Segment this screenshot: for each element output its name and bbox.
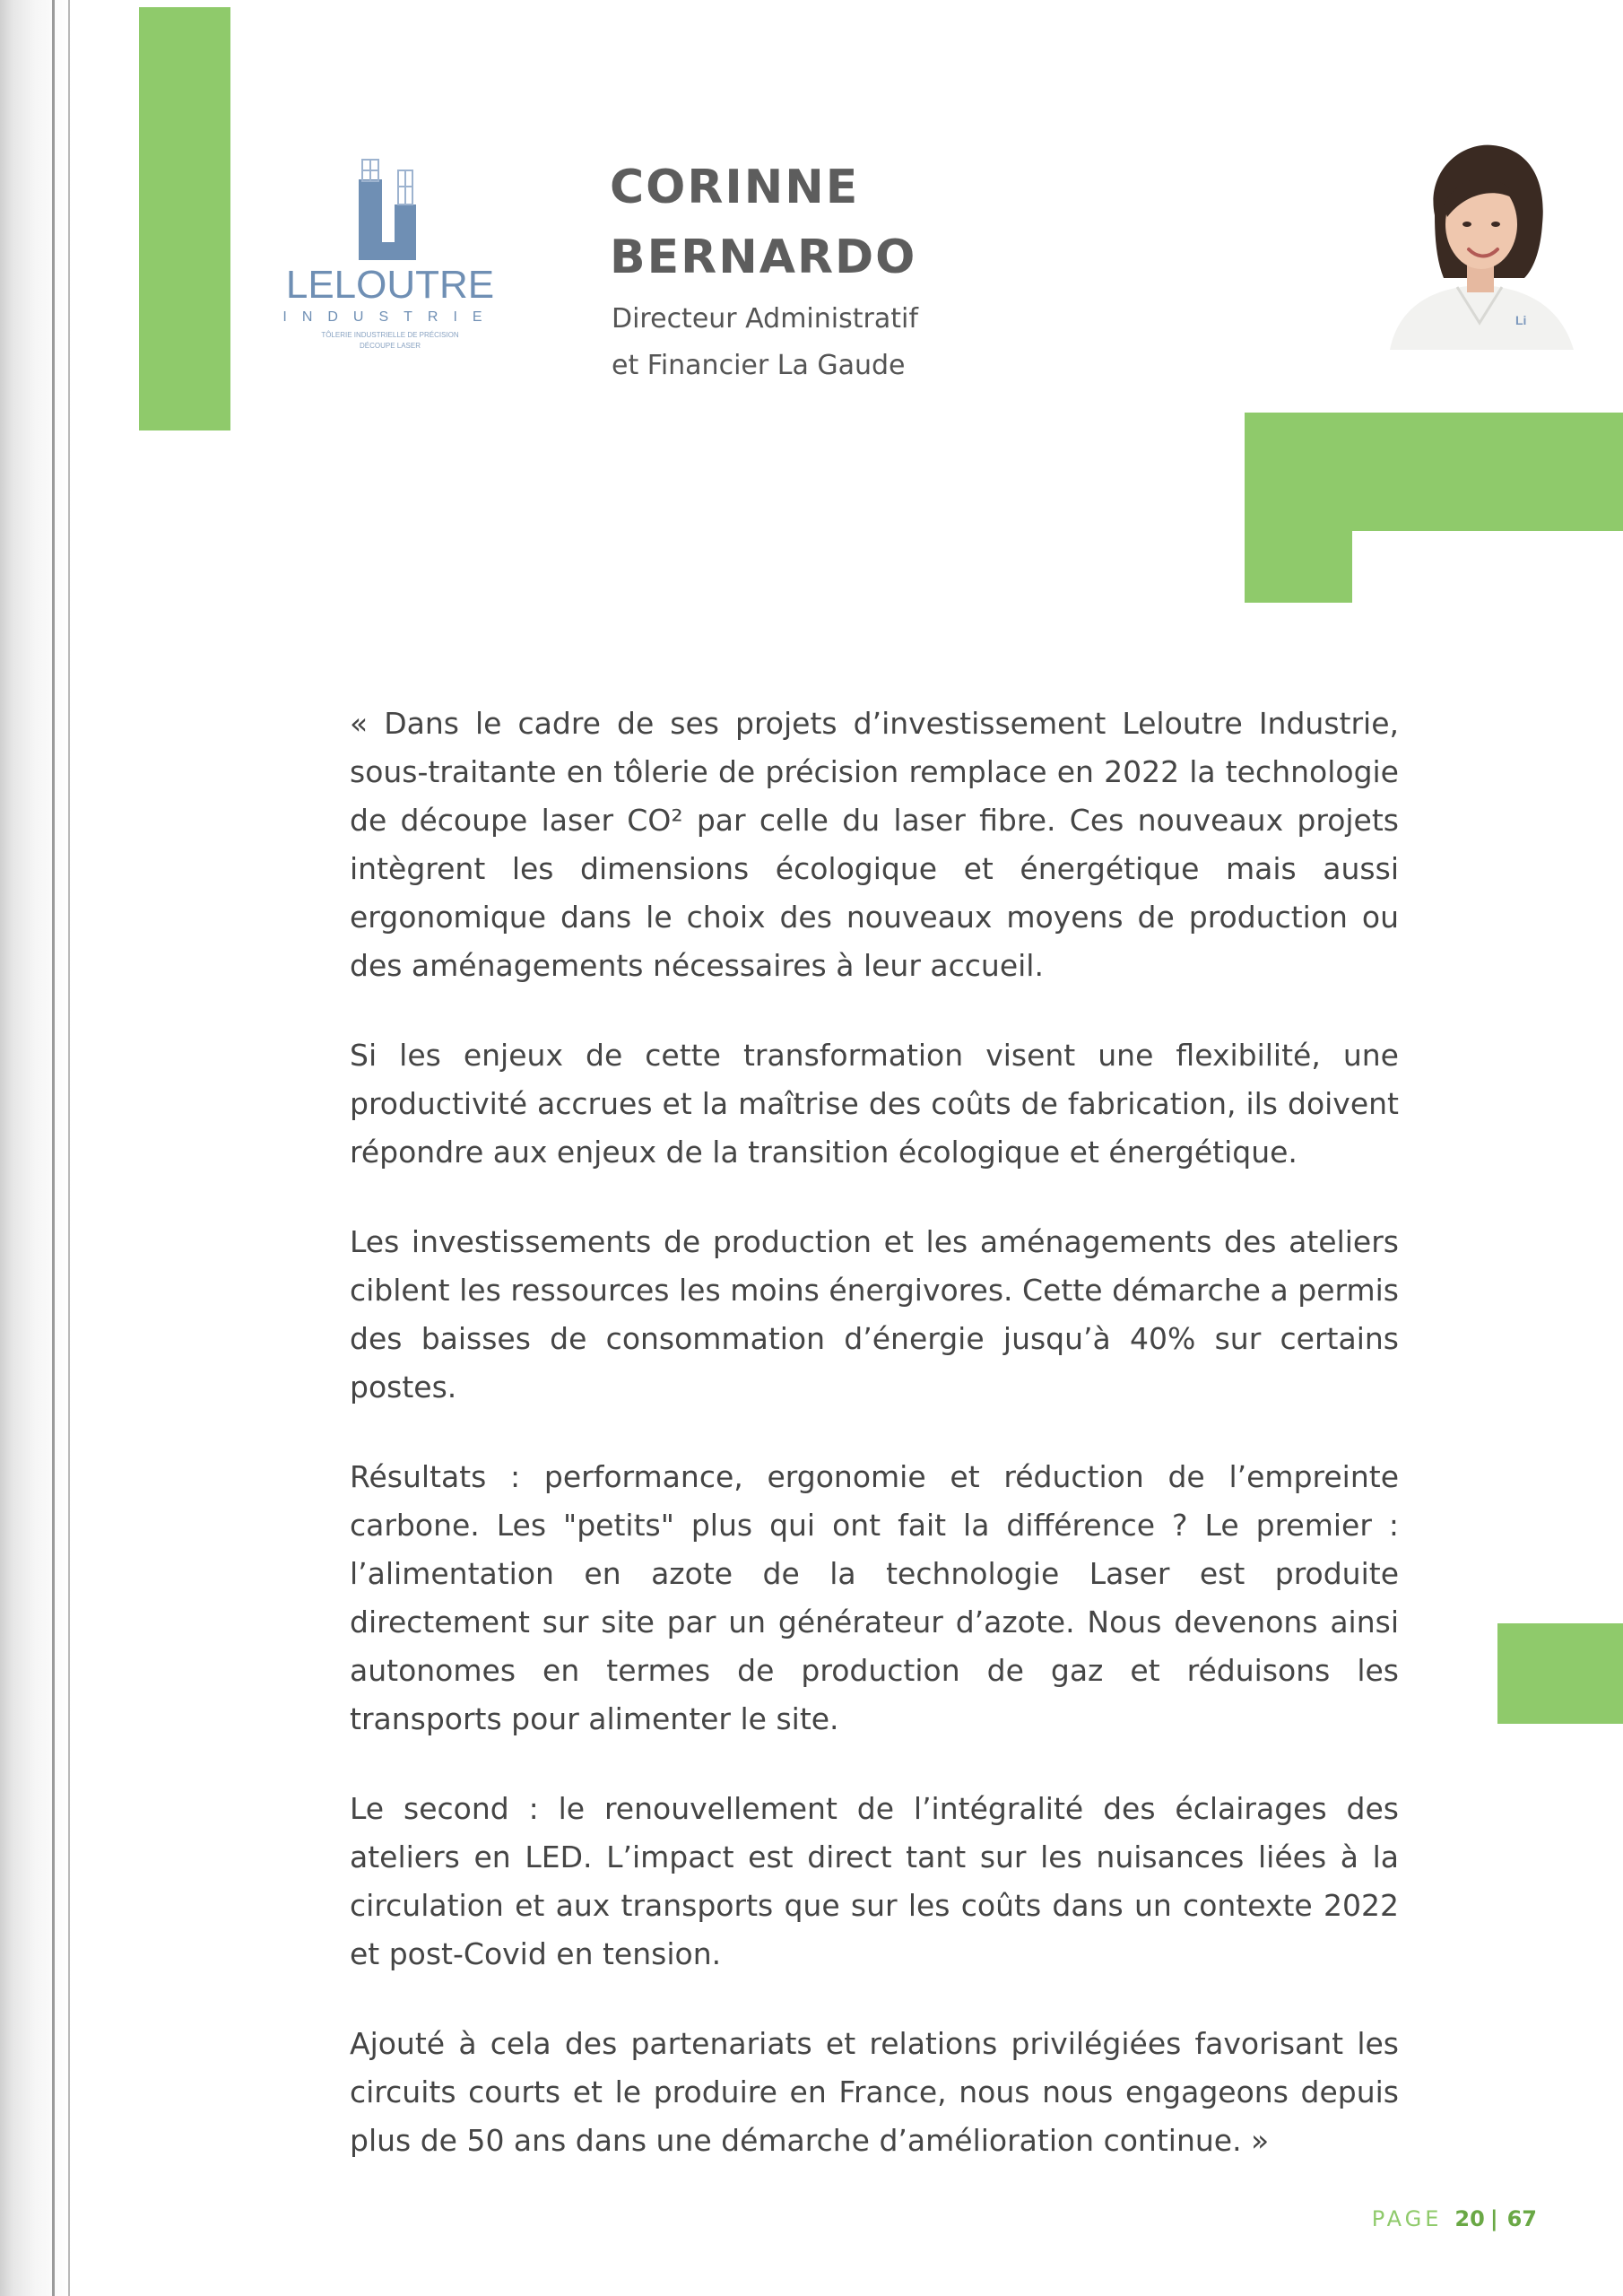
quote-paragraph-5: Le second : le renouvellement de l’intégralité des éclairages des ateliers en LED. L’impact est direct tant sur les nuisances liées à la circulation et aux transports que sur les coûts dans un contexte 2022 et post-Covid en tension. bbox=[350, 1791, 1399, 1971]
green-accent-block-stem bbox=[1245, 531, 1352, 603]
svg-text:Li: Li bbox=[1515, 313, 1527, 327]
green-accent-block-top-right bbox=[1245, 413, 1623, 531]
leloutre-logo bbox=[269, 135, 511, 368]
logo-tagline-1: TÔLERIE INDUSTRIELLE DE PRÉCISION bbox=[321, 331, 459, 339]
person-role-line-2: et Financier La Gaude bbox=[612, 350, 906, 381]
green-accent-block-mid-right bbox=[1497, 1623, 1623, 1724]
person-role-line-1: Directeur Administratif bbox=[612, 303, 918, 335]
gutter-line-secondary bbox=[68, 0, 70, 2296]
page-word: PAGE bbox=[1371, 2206, 1443, 2231]
person-last-name: BERNARDO bbox=[610, 230, 917, 284]
person-first-name: CORINNE bbox=[610, 161, 860, 214]
quote-paragraph-6: Ajouté à cela des partenariats et relations privilégiées favorisant les circuits courts et le produire en France, nous nous engageons depuis plus de 50 ans dans une démarche d’amélioration continue. » bbox=[350, 2026, 1399, 2158]
logo-tagline-2: DÉCOUPE LASER bbox=[359, 342, 421, 350]
logo-subtitle: INDUSTRIE bbox=[282, 309, 498, 325]
portrait-icon bbox=[1372, 135, 1587, 350]
quote-paragraph-1: « Dans le cadre de ses projets d’investissement Leloutre Industrie, sous-traitante en tôlerie de précision remplace en 2022 la technologie de découpe laser CO² par celle du laser fibre. Ces nouveaux projets intègrent les dimensions écologique et énergétique mais aussi ergonomique dans le choix des nouveaux moyens de production ou des aménagements nécessaires à leur accueil. bbox=[350, 706, 1399, 983]
quote-paragraph-2: Si les enjeux de cette transformation visent une flexibilité, une productivité accrues et la maîtrise des coûts de fabrication, ils doivent répondre aux enjeux de la transition écologique et énergétique. bbox=[350, 1038, 1399, 1170]
person-name bbox=[610, 152, 1058, 292]
page-number: 20 bbox=[1454, 2206, 1485, 2231]
page-gutter-shadow bbox=[0, 0, 72, 2296]
person-role bbox=[612, 296, 1060, 389]
page-separator: | bbox=[1489, 2206, 1502, 2231]
logo-mark-icon bbox=[269, 135, 511, 368]
quote-paragraph-4: Résultats : performance, ergonomie et réduction de l’empreinte carbone. Les "petits" plus qui ont fait la différence ? Le premier : l’alimentation en azote de la technologie Laser est produite directement sur site par un générateur d’azote. Nous devenons ainsi autonomes en termes de production de gaz et réduisons les transports pour alimenter le site. bbox=[350, 1459, 1399, 1736]
green-accent-bar-left bbox=[139, 7, 230, 430]
gutter-line bbox=[52, 0, 55, 2296]
total-pages: 67 bbox=[1506, 2206, 1537, 2231]
quote-paragraph-3: Les investissements de production et les aménagements des ateliers ciblent les ressources les moins énergivores. Cette démarche a permis des baisses de consommation d’énergie jusqu’à 40% sur certains postes. bbox=[350, 1224, 1399, 1405]
portrait-photo bbox=[1372, 135, 1587, 350]
testimonial-quote bbox=[350, 700, 1399, 2206]
logo-name: LELOUTRE bbox=[285, 263, 495, 307]
page-number-footer bbox=[1372, 2206, 1537, 2231]
